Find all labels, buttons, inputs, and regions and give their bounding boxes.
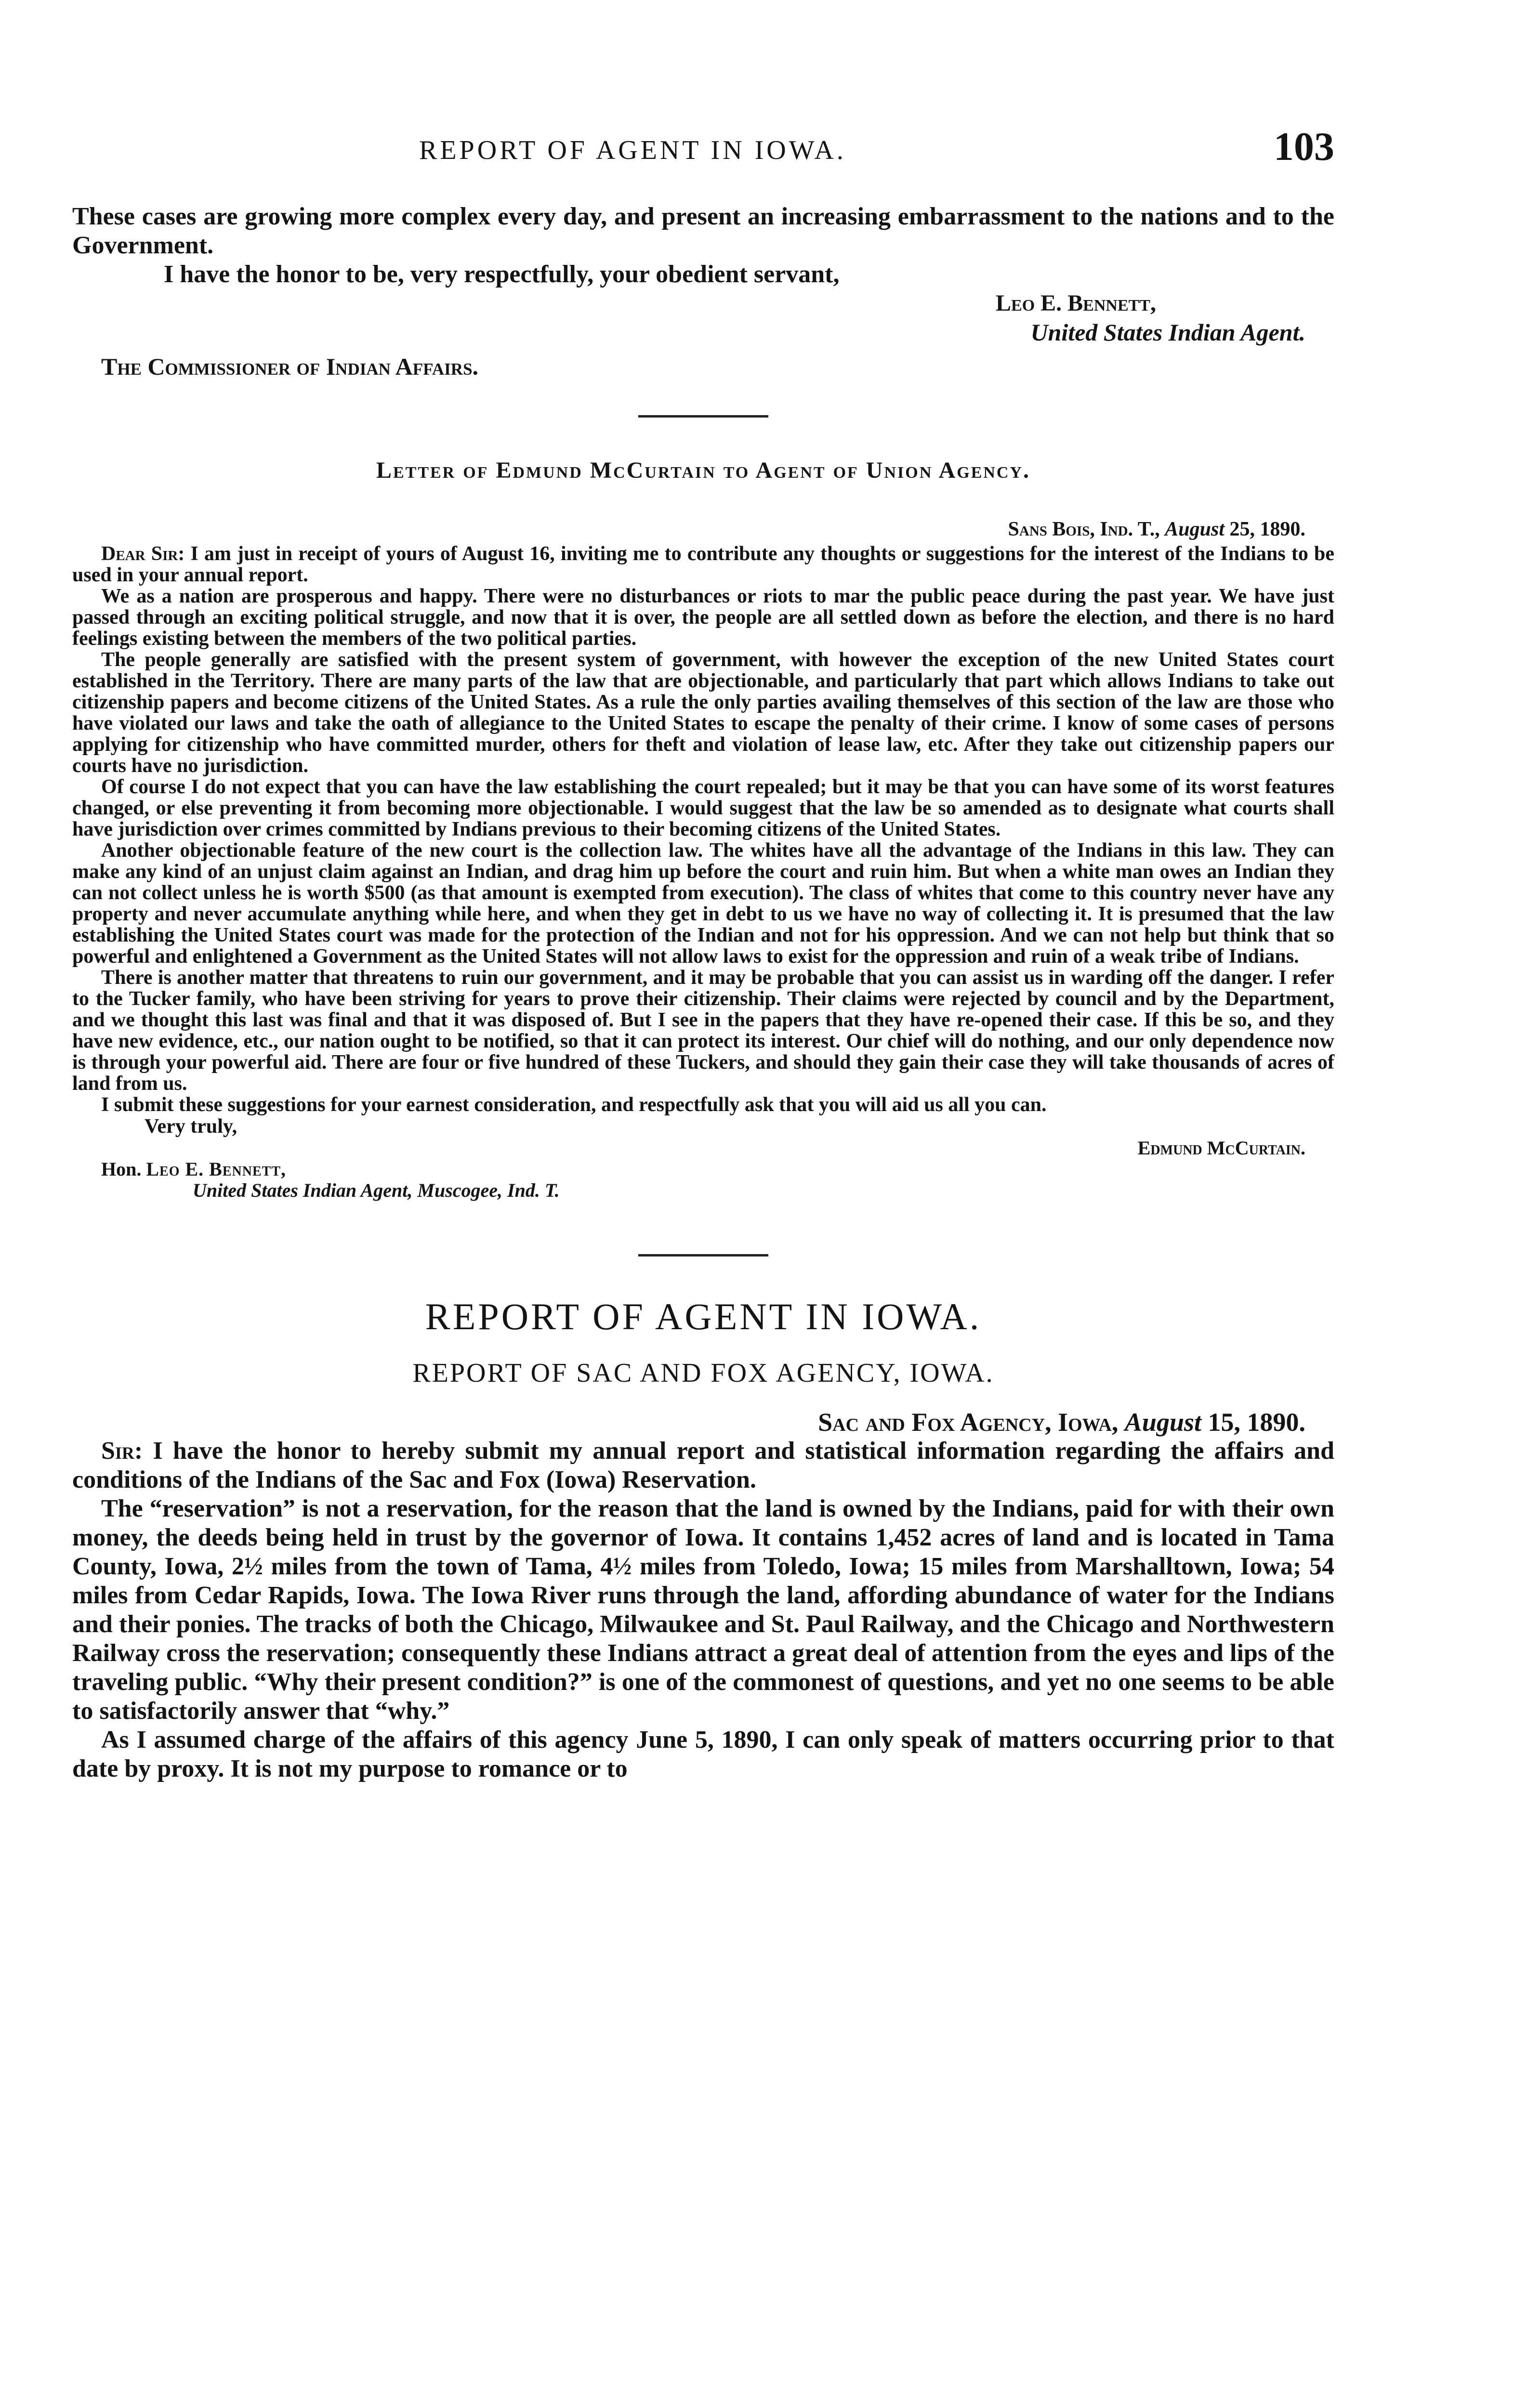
salutation: Sir: — [101, 1437, 143, 1465]
letter-dateline — [72, 517, 1305, 541]
previous-letter-ending — [72, 202, 1334, 381]
addressee: The Commissioner of Indian Affairs. — [101, 353, 479, 380]
closing-phrase: I have the honor to be, very respectfully, your obedient servant, — [164, 261, 840, 288]
signature-title: United States Indian Agent. — [1030, 319, 1305, 346]
running-head-title: REPORT OF AGENT IN IOWA. — [419, 135, 846, 165]
letter-paragraph-7: I submit these suggestions for your earnest consideration, and respectfully ask that you will aid us all you can. — [101, 1094, 1047, 1116]
report-paragraph-1 — [72, 1437, 1334, 1494]
dateline-rest: 25, 1890. — [1229, 518, 1305, 540]
mccurtain-letter — [72, 457, 1334, 1201]
dateline-rest: 15, 1890. — [1208, 1408, 1305, 1437]
dateline-month: August — [1124, 1408, 1201, 1437]
dateline-place: Sans Bois, Ind. T., — [1008, 518, 1160, 540]
running-head — [72, 120, 1334, 183]
document-page — [72, 120, 1334, 1783]
iowa-report — [72, 1295, 1334, 1783]
paragraph-text: I am just in receipt of yours of August 16, inviting me to contribute any thoughts or suggestions for the interest of the Indians to be used in your annual report. — [72, 543, 1335, 586]
recipient-name: Leo E. Bennett, — [146, 1158, 286, 1180]
report-paragraph-2: The “reservation” is not a reservation, for the reason that the land is owned by the Indians, paid for with their own money, the deeds being held in trust by the governor of Iowa. It contains 1,452 acres of land and is located in Tama County, Iowa, 2½ miles from the town of Tama, 4½ miles from Toledo, Iowa; 15 miles from Marshalltown, Iowa; 54 miles from Cedar Rapids, Iowa. The Iowa River runs through the land, affording abundance of water for the Indians and their ponies. The tracks of both the Chicago, Milwaukee and St. Paul Railway, and the Chicago and Northwestern Railway cross the reservation; consequently these Indians attract a great deal of attention from the eyes and lips of the traveling public. “Why their present condition?” is one of the commonest of questions, and yet no one seems to be able to satisfactorily answer that “why.” — [72, 1495, 1334, 1725]
report-dateline — [72, 1408, 1305, 1437]
letter-signature: Edmund McCurtain. — [1137, 1137, 1305, 1159]
recipient-prefix: Hon. — [101, 1158, 142, 1180]
letter-paragraph-5: Another objectionable feature of the new court is the collection law. The whites have all the advantage of the Indians in this law. They can make any kind of an unjust claim against an Indian, and drag him up before the court and ruin him. But when a white man owes an Indian they can not collect unless he is worth $500 (as that amount is exempted from execution). The class of whites that come to this country never have any property and never accumulate anything while here, and when they get in debt to us we have no way of collecting it. It is presumed that the law establishing the United States court was made for the protection of the Indian and not for his oppression. And we can not help but think that so powerful and enlightened a Government as the United States will not allow laws to exist for the oppression and ruin of a weak tribe of Indians. — [72, 839, 1334, 968]
recipient-title: United States Indian Agent, Muscogee, Ind. T. — [193, 1179, 560, 1201]
dateline-month: August — [1165, 518, 1224, 540]
section-divider — [638, 1254, 768, 1256]
letter-recipient — [101, 1159, 1334, 1180]
salutation: Dear Sir: — [101, 543, 185, 565]
report-paragraph-3: As I assumed charge of the affairs of this agency June 5, 1890, I can only speak of matters occurring prior to that date by proxy. It is not my purpose to romance or to — [72, 1726, 1334, 1782]
letter-heading: Letter of Edmund McCurtain to Agent of Union Agency. — [376, 458, 1031, 483]
letter-paragraph-4: Of course I do not expect that you can have the law establishing the court repealed; but it may be that you can have some of its worst features changed, or else preventing it from becoming more objectionable. I would suggest that the law be so amended as to designate what courts shall have jurisdiction over crimes committed by Indians previous to their becoming citizens of the United States. — [72, 776, 1334, 840]
letter-paragraph-6: There is another matter that threatens to ruin our government, and it may be probable that you can assist us in warding off the danger. I refer to the Tucker family, who have been striving for years to prove their citizenship. Their claims were rejected by council and by the Department, and we thought this last was final and that it was disposed of. But I see in the papers that they have re-opened their case. If this be so, and they have new evidence, etc., our nation ought to be notified, so that it can protect its interest. Our chief will do nothing, and our only dependence now is through your powerful aid. There are four or five hundred of these Tuckers, and should they gain their case they will take thousands of acres of land from us. — [72, 967, 1334, 1095]
letter-paragraph-2: We as a nation are prosperous and happy. There were no disturbances or riots to mar the public peace during the past year. We have just passed through an exciting political struggle, and now that it is over, the people are all settled down as before the election, and there is no hard feelings existing between the members of the two political parties. — [72, 585, 1334, 650]
signature-name: Leo E. Bennett, — [996, 290, 1156, 316]
subsection-title: REPORT OF SAC AND FOX AGENCY, IOWA. — [412, 1358, 994, 1388]
page-number: 103 — [1274, 124, 1334, 169]
paragraph-text: I have the honor to hereby submit my annual report and statistical information regarding the affairs and conditions of the Indians of the Sac and Fox (Iowa) Reservation. — [72, 1437, 1335, 1493]
closing-paragraph: These cases are growing more complex every day, and present an increasing embarrassment to the nations and to the Government. — [72, 203, 1334, 259]
letter-closing: Very truly, — [145, 1115, 237, 1138]
section-title: REPORT OF AGENT IN IOWA. — [425, 1296, 982, 1337]
letter-paragraph-3: The people generally are satisfied with the present system of government, with however the exception of the new United States court established in the Territory. There are many parts of the law that are objectionable, and particularly that part which allows Indians to take out citizenship papers and become citizens of the United States. As a rule the only parties availing themselves of this section of the law are those who have violated our laws and take the oath of allegiance to the United States to escape the penalty of their crime. I know of some cases of persons applying for citizenship who have committed murder, others for theft and violation of lease law, etc. After they take out citizenship papers our courts have no jurisdiction. — [72, 649, 1334, 777]
letter-paragraph-1 — [72, 543, 1334, 586]
dateline-place: Sac and Fox Agency, Iowa, — [818, 1408, 1119, 1437]
section-divider — [638, 415, 768, 418]
